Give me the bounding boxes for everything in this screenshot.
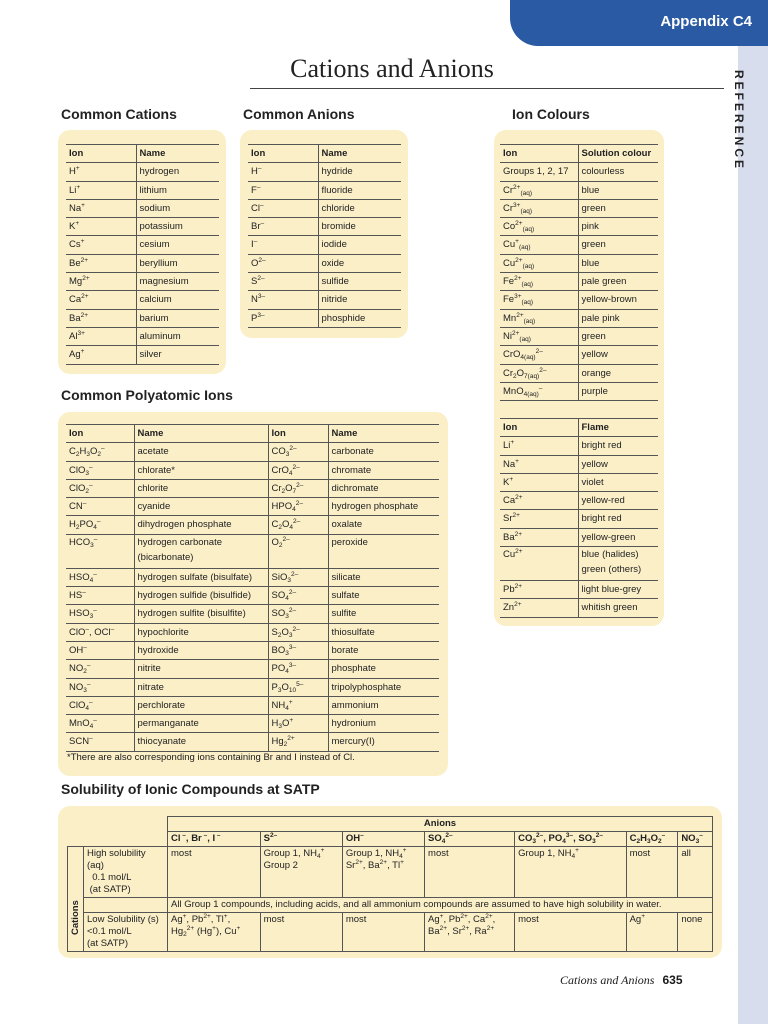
name-cell: potassium <box>136 218 219 236</box>
ion-cell: $NO_3^-$ <box>66 678 134 696</box>
name-cell: cyanide <box>134 498 268 516</box>
name-cell: acetate <box>134 443 268 461</box>
table-row <box>66 715 439 733</box>
cations-heading: Common Cations <box>61 106 177 122</box>
table-row <box>500 528 658 546</box>
ion-cell: $Cu^+_{(aq)}$ <box>500 236 578 254</box>
ion-cell: $NO_2^-$ <box>66 660 134 678</box>
name-cell: hydrogen phosphate <box>328 498 439 516</box>
ion-cell: $Hg_2^{2+}$ <box>268 733 328 751</box>
name-cell: peroxide <box>328 534 439 568</box>
name-cell: lithium <box>136 181 219 199</box>
name-cell: hypochlorite <box>134 623 268 641</box>
high-solubility-label: High solubility (aq) 0.1 mol/L (at SATP) <box>84 847 168 898</box>
name-cell: carbonate <box>328 443 439 461</box>
reference-label-wrap <box>734 70 758 170</box>
cations-label: Cations <box>70 900 81 935</box>
ion-cell: $Ba^{2+}$ <box>66 309 136 327</box>
ion-cell: H– <box>248 163 318 181</box>
ion-cell: $Al^{3+}$ <box>66 327 136 345</box>
table-row <box>500 492 658 510</box>
col-ion: Ion <box>248 145 318 163</box>
ion-cell: K+ <box>500 473 578 491</box>
name-cell: sulfite <box>328 605 439 623</box>
table-row <box>248 236 401 254</box>
table-row <box>500 273 658 291</box>
page-footer <box>560 973 683 988</box>
table-row <box>66 443 439 461</box>
colour-cell: green <box>578 199 658 217</box>
ion-cell: $N^{3-}$ <box>248 291 318 309</box>
ion-cell: $S_2O_3^{2-}$ <box>268 623 328 641</box>
flame-cell: violet <box>578 473 658 491</box>
ion-cell: $HCO_3^-$ <box>66 534 134 568</box>
col-name: Name <box>136 145 219 163</box>
ion-cell: Br– <box>248 218 318 236</box>
name-cell: thiosulfate <box>328 623 439 641</box>
name-cell: phosphide <box>318 309 401 327</box>
table-row <box>66 534 439 568</box>
low-solubility-cell: none <box>678 913 713 952</box>
high-solubility-note: All Group 1 compounds, including acids, and all ammonium compounds are assumed to have high solubility in water. <box>168 898 713 913</box>
ion-cell: $Ba^{2+}$ <box>500 528 578 546</box>
solubility-heading: Solubility of Ionic Compounds at SATP <box>61 781 320 797</box>
colours-table <box>500 144 658 401</box>
name-cell: beryllium <box>136 254 219 272</box>
title-rule <box>250 88 724 89</box>
ion-cell: $Ca^{2+}$ <box>66 291 136 309</box>
table-row <box>500 455 658 473</box>
name-cell: hydrogen sulfate (bisulfate) <box>134 568 268 586</box>
colour-cell: green <box>578 236 658 254</box>
table-row <box>248 199 401 217</box>
colour-cell: orange <box>578 364 658 382</box>
col-ion: Ion <box>500 419 578 437</box>
running-title: Cations and Anions <box>560 973 655 987</box>
ion-cell: MnO$_{4(aq)}$– <box>500 382 578 400</box>
low-solubility-cell: most <box>342 913 424 952</box>
name-cell: sulfide <box>318 273 401 291</box>
ion-cell: $Ca^{2+}$ <box>500 492 578 510</box>
table-row <box>248 218 401 236</box>
table-row <box>248 273 401 291</box>
colour-cell: purple <box>578 382 658 400</box>
ion-cell: $HPO_4^{2-}$ <box>268 498 328 516</box>
ion-cell: $BO_3^{3-}$ <box>268 641 328 659</box>
ion-cell: $Pb^{2+}$ <box>500 581 578 599</box>
table-row <box>500 218 658 236</box>
table-row <box>66 587 439 605</box>
blank-corner <box>68 817 168 832</box>
col-name: Name <box>318 145 401 163</box>
low-solubility-cell: Ag+, $Pb^{2+}$, Tl+, $Hg_2^{2+}$ (Hg+), Cu+ <box>168 913 261 952</box>
ion-cell: $Cu^{2+}_{(aq)}$ <box>500 254 578 272</box>
ion-cell: $H_2PO_4^-$ <box>66 516 134 534</box>
table-row <box>500 437 658 455</box>
flame-table <box>500 418 658 618</box>
table-row <box>248 163 401 181</box>
ion-cell: $O^{2-}$ <box>248 254 318 272</box>
col-flame: Flame <box>578 419 658 437</box>
ion-cell: $S^{2-}$ <box>248 273 318 291</box>
name-cell: borate <box>328 641 439 659</box>
name-cell: cesium <box>136 236 219 254</box>
flame-cell: light blue-grey <box>578 581 658 599</box>
table-row <box>66 291 219 309</box>
high-solubility-cell: most <box>425 847 515 898</box>
flame-cell: blue (halides) green (others) <box>578 547 658 581</box>
polyatomic-table <box>66 424 439 752</box>
table-row <box>248 291 401 309</box>
ion-cell: $Cr_2O_{7(aq)}^{2-}$ <box>500 364 578 382</box>
ion-cell: OH– <box>66 641 134 659</box>
table-row <box>500 510 658 528</box>
name-cell: bromide <box>318 218 401 236</box>
name-cell: chromate <box>328 461 439 479</box>
name-cell: dihydrogen phosphate <box>134 516 268 534</box>
ion-cell: H+ <box>66 163 136 181</box>
ion-cell: Cl– <box>248 199 318 217</box>
name-cell: hydride <box>318 163 401 181</box>
name-cell: chlorite <box>134 479 268 497</box>
name-cell: hydrogen carbonate (bicarbonate) <box>134 534 268 568</box>
table-row <box>66 346 219 364</box>
table-row <box>500 581 658 599</box>
ion-cell: $P_3O_{10}^{5-}$ <box>268 678 328 696</box>
table-row <box>66 641 439 659</box>
ion-cell: Li+ <box>66 181 136 199</box>
name-cell: tripolyphosphate <box>328 678 439 696</box>
anion-header: $NO_3^-$ <box>678 832 713 847</box>
anion-header: OH– <box>342 832 424 847</box>
high-note-spacer <box>84 898 168 913</box>
flame-cell: yellow <box>578 455 658 473</box>
colours-heading: Ion Colours <box>512 106 590 122</box>
table-row <box>248 309 401 327</box>
table-row <box>66 163 219 181</box>
name-cell: oxalate <box>328 516 439 534</box>
name-cell: mercury(I) <box>328 733 439 751</box>
anions-table <box>248 144 401 328</box>
table-row <box>500 382 658 400</box>
ion-cell: $HSO_4^-$ <box>66 568 134 586</box>
name-cell: nitrate <box>134 678 268 696</box>
ion-cell: I– <box>248 236 318 254</box>
colour-cell: green <box>578 327 658 345</box>
name-cell: nitrite <box>134 660 268 678</box>
table-row <box>66 236 219 254</box>
ion-cell: K+ <box>66 218 136 236</box>
name-cell: chlorate* <box>134 461 268 479</box>
appendix-tab <box>510 0 768 46</box>
high-solubility-cell: Group 1, $NH_4^+$ $Sr^{2+}$, $Ba^{2+}$, Tl+ <box>342 847 424 898</box>
name-cell: calcium <box>136 291 219 309</box>
ion-cell: $SO_3^{2-}$ <box>268 605 328 623</box>
name-cell: ammonium <box>328 696 439 714</box>
colour-cell: yellow-brown <box>578 291 658 309</box>
name-cell: perchlorate <box>134 696 268 714</box>
colour-cell: blue <box>578 254 658 272</box>
ion-cell: CN– <box>66 498 134 516</box>
table-row <box>66 660 439 678</box>
anion-header: $CO_3^{2-}$, $PO_4^{3-}$, $SO_3^{2-}$ <box>515 832 626 847</box>
ion-cell: ClO$_2$– <box>66 479 134 497</box>
ion-cell: HS– <box>66 587 134 605</box>
high-solubility-cell: most <box>626 847 678 898</box>
ion-cell: CrO$_4^{2-}$ <box>268 461 328 479</box>
ion-cell: $P^{3-}$ <box>248 309 318 327</box>
ion-cell: $CO_3^{2-}$ <box>268 443 328 461</box>
flame-cell: whitish green <box>578 599 658 617</box>
name-cell: nitride <box>318 291 401 309</box>
ion-cell: $Mn^{2+}_{(aq)}$ <box>500 309 578 327</box>
table-row <box>66 181 219 199</box>
ion-cell: ClO$_3$– <box>66 461 134 479</box>
table-row <box>500 163 658 181</box>
col-solution-colour: Solution colour <box>578 145 658 163</box>
name-cell: hydroxide <box>134 641 268 659</box>
ion-cell: SiO$_3^{2-}$ <box>268 568 328 586</box>
ion-cell: MnO$_4$– <box>66 715 134 733</box>
ion-cell: Na+ <box>66 199 136 217</box>
ion-cell: Groups 1, 2, 17 <box>500 163 578 181</box>
reference-label: REFERENCE <box>732 70 746 172</box>
table-row <box>66 678 439 696</box>
table-row <box>248 181 401 199</box>
table-row <box>66 309 219 327</box>
anions-heading: Common Anions <box>243 106 355 122</box>
table-row <box>500 181 658 199</box>
high-solubility-cell: Group 1, $NH_4^+$ Group 2 <box>260 847 342 898</box>
name-cell: aluminum <box>136 327 219 345</box>
col-ion: Ion <box>66 145 136 163</box>
col-ion-2: Ion <box>268 425 328 443</box>
anion-header: $C_2H_3O_2^-$ <box>626 832 678 847</box>
polyatomic-footnote: *There are also corresponding ions containing Br and I instead of Cl. <box>67 752 355 763</box>
name-cell: hydrogen sulfide (bisulfide) <box>134 587 268 605</box>
high-solubility-cell: all <box>678 847 713 898</box>
ion-cell: Na+ <box>500 455 578 473</box>
name-cell: iodide <box>318 236 401 254</box>
ion-cell: $PO_4^{3-}$ <box>268 660 328 678</box>
table-row <box>500 599 658 617</box>
table-row <box>66 254 219 272</box>
col-name-1: Name <box>134 425 268 443</box>
name-cell: barium <box>136 309 219 327</box>
page-number: 635 <box>662 973 683 987</box>
name-cell: sulfate <box>328 587 439 605</box>
name-cell: silver <box>136 346 219 364</box>
table-row <box>66 199 219 217</box>
ion-cell: $Cr^{2+}_{(aq)}$ <box>500 181 578 199</box>
table-row <box>66 605 439 623</box>
table-row <box>66 461 439 479</box>
col-ion: Ion <box>500 145 578 163</box>
ion-cell: $Cr_2O_7^{2-}$ <box>268 479 328 497</box>
name-cell: oxide <box>318 254 401 272</box>
table-row <box>500 199 658 217</box>
table-row <box>66 516 439 534</box>
colour-cell: colourless <box>578 163 658 181</box>
name-cell: chloride <box>318 199 401 217</box>
ion-cell: $HSO_3^-$ <box>66 605 134 623</box>
ion-cell: $Cu^{2+}$ <box>500 547 578 581</box>
ion-cell: Cs+ <box>66 236 136 254</box>
solubility-table <box>67 816 713 952</box>
anion-header: $S^{2-}$ <box>260 832 342 847</box>
name-cell: magnesium <box>136 273 219 291</box>
table-row <box>66 479 439 497</box>
cations-label-cell <box>68 847 84 952</box>
table-row <box>66 273 219 291</box>
table-row <box>500 309 658 327</box>
anion-header: Cl –, Br –, I – <box>168 832 261 847</box>
table-row <box>500 291 658 309</box>
page-title: Cations and Anions <box>290 54 494 83</box>
name-cell: fluoride <box>318 181 401 199</box>
ion-cell: $C_2O_4^{2-}$ <box>268 516 328 534</box>
table-row <box>500 346 658 364</box>
high-solubility-cell: Group 1, $NH_4^+$ <box>515 847 626 898</box>
low-solubility-cell: most <box>515 913 626 952</box>
ion-cell: ClO–, OCl– <box>66 623 134 641</box>
flame-cell: bright red <box>578 510 658 528</box>
ion-cell: $Co^{2+}_{(aq)}$ <box>500 218 578 236</box>
table-row <box>66 623 439 641</box>
ion-cell: $Mg^{2+}$ <box>66 273 136 291</box>
table-row <box>66 218 219 236</box>
low-solubility-cell: Ag+, $Pb^{2+}$, $Ca^{2+}$, $Ba^{2+}$, $Sr^{2+}$, $Ra^{2+}$ <box>425 913 515 952</box>
table-row <box>500 236 658 254</box>
blank-corner-2 <box>68 832 168 847</box>
name-cell: permanganate <box>134 715 268 733</box>
table-row <box>66 568 439 586</box>
ion-cell: $H_3O^+$ <box>268 715 328 733</box>
low-solubility-cell: most <box>260 913 342 952</box>
flame-cell: yellow-green <box>578 528 658 546</box>
name-cell: silicate <box>328 568 439 586</box>
ion-cell: $SO_4^{2-}$ <box>268 587 328 605</box>
ion-cell: $Fe^{2+}_{(aq)}$ <box>500 273 578 291</box>
ion-cell: CrO$_{4(aq)}^{2-}$ <box>500 346 578 364</box>
table-row <box>500 547 658 581</box>
ion-cell: $Cr^{3+}_{(aq)}$ <box>500 199 578 217</box>
table-row <box>66 327 219 345</box>
name-cell: phosphate <box>328 660 439 678</box>
flame-cell: bright red <box>578 437 658 455</box>
ion-cell: ClO$_4$– <box>66 696 134 714</box>
table-row <box>66 696 439 714</box>
col-name-2: Name <box>328 425 439 443</box>
ion-cell: $Be^{2+}$ <box>66 254 136 272</box>
ion-cell: $Sr^{2+}$ <box>500 510 578 528</box>
colour-cell: yellow <box>578 346 658 364</box>
flame-cell: yellow-red <box>578 492 658 510</box>
table-row <box>500 473 658 491</box>
col-ion-1: Ion <box>66 425 134 443</box>
name-cell: dichromate <box>328 479 439 497</box>
table-row <box>66 498 439 516</box>
ion-cell: $C_2H_3O_2^-$ <box>66 443 134 461</box>
name-cell: thiocyanate <box>134 733 268 751</box>
colour-cell: pale green <box>578 273 658 291</box>
ion-cell: $Zn^{2+}$ <box>500 599 578 617</box>
ion-cell: Li+ <box>500 437 578 455</box>
colour-cell: pale pink <box>578 309 658 327</box>
low-solubility-label: Low Solubility (s) <0.1 mol/L (at SATP) <box>84 913 168 952</box>
low-solubility-cell: Ag+ <box>626 913 678 952</box>
polyatomic-heading: Common Polyatomic Ions <box>61 387 233 403</box>
ion-cell: $Ni^{2+}_{(aq)}$ <box>500 327 578 345</box>
ion-cell: $NH_4^+$ <box>268 696 328 714</box>
ion-cell: F– <box>248 181 318 199</box>
appendix-label: Appendix C4 <box>660 13 752 30</box>
table-row <box>248 254 401 272</box>
ion-cell: SCN– <box>66 733 134 751</box>
table-row <box>500 254 658 272</box>
name-cell: hydronium <box>328 715 439 733</box>
table-row <box>66 733 439 751</box>
table-row <box>500 364 658 382</box>
colour-cell: blue <box>578 181 658 199</box>
table-row <box>500 327 658 345</box>
ion-cell: Ag+ <box>66 346 136 364</box>
anions-label: Anions <box>168 817 713 832</box>
cations-table <box>66 144 219 365</box>
high-solubility-cell: most <box>168 847 261 898</box>
anion-header: $SO_4^{2-}$ <box>425 832 515 847</box>
ion-cell: $O_2^{2-}$ <box>268 534 328 568</box>
name-cell: hydrogen sulfite (bisulfite) <box>134 605 268 623</box>
colour-cell: pink <box>578 218 658 236</box>
name-cell: hydrogen <box>136 163 219 181</box>
name-cell: sodium <box>136 199 219 217</box>
ion-cell: $Fe^{3+}_{(aq)}$ <box>500 291 578 309</box>
